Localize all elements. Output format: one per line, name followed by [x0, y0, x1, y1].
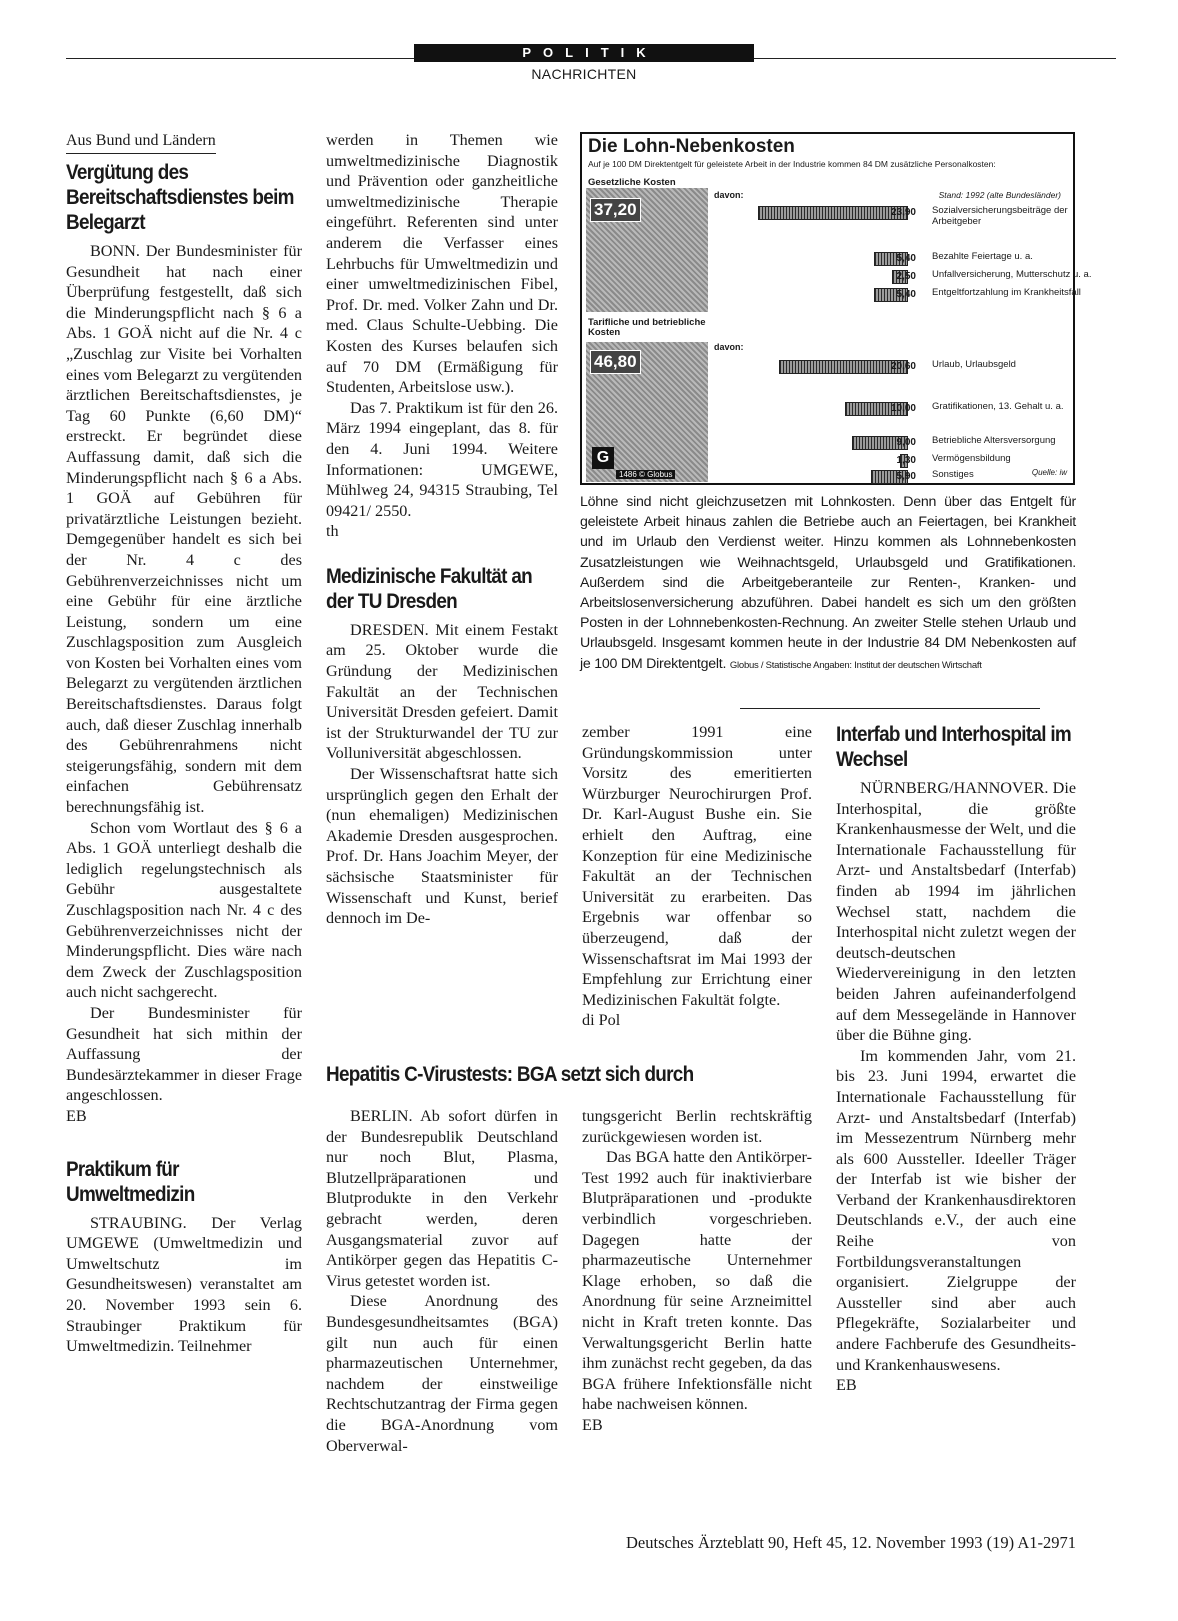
signature: EB	[66, 1106, 87, 1125]
paragraph: Im kommenden Jahr, vom 21. bis 23. Juni 1994, erwartet die Internationale Fachausstellung für Arzt- und Anstaltsbedarf (Interfab) im Messezentrum Nürnberg mehr als 600 Aussteller. Ideeller Träger der Interfab ist wie bisher der Verband der Krankenhausdirektoren Deutschlands e.V., der auch eine Reihe von Fortbildungsveranstaltungen organisiert. Zielgruppe der Aussteller sind aber auch Pflegekräfte, Sozialarbeiter und andere Fachberufe des Gesundheits- und Krankenhauswesens.	[836, 1046, 1076, 1374]
paragraph: STRAUBING. Der Verlag UMGEWE (Umweltmedizin und Umweltschutz im Gesundheitswesen) veranstaltet am 20. November 1993 sein 6. Straubinger Praktikum für Umweltmedizin. Teilnehmer	[66, 1213, 302, 1356]
chart-item-label: Betriebliche Altersversorgung	[932, 435, 1056, 446]
chart-title: Die Lohn-Nebenkosten	[588, 136, 795, 157]
chart-item-label: Sozialversicherungsbeiträge der Arbeitgeber	[932, 205, 1068, 227]
paragraph: werden in Themen wie umweltmedizinische Diagnostik und Prävention oder ganzheitliche umweltmedizinische Therapie eingeführt. Referenten sind unter anderem die Verfasser eines Lehrbuchs für Umweltmedizin und einer umweltmedizinischen Fibel, Prof. Dr. med. Volker Zahn und Dr. med. Claus Schulte-Uebbing. Die Kosten des Kurses belaufen sich auf 70 DM (Ermäßigung für Studenten, Arbeitslose usw.).	[326, 131, 558, 397]
paragraph: Das BGA hatte den Antikörper-Test 1992 auch für inaktivierbare Blutpräparationen und -produkte verbindlich vorgeschrieben. Dagegen hatte der pharmazeutische Unternehmer Klage erhoben, so daß die Anordnung für seine Arzneimittel nicht in Kraft treten konnte. Das Verwaltungsgericht Berlin hatte ihm zunächst recht gegeben, da das BGA frühere Infektionsfälle nicht habe nachweisen können.	[582, 1148, 812, 1414]
globus-logo: G	[592, 447, 614, 469]
chart-value-label: 5,90	[896, 471, 916, 482]
paragraph: Schon vom Wortlaut des § 6 a Abs. 1 GOÄ unterliegt deshalb die lediglich regelungstechnisch als Gebühr ausgestaltete Zuschlagsposition nach Nr. 4 c des Gebührenverzeichnisses nicht der Minderungspflicht. Dies wäre nach dem Zweck der Zuschlagsposition auch nicht sachgerecht.	[66, 818, 302, 1002]
signature: EB	[582, 1415, 603, 1434]
paragraph: DRESDEN. Mit einem Festakt am 25. Oktober wurde die Gründung der Medizinischen Fakultät an der Technischen Universität Dresden gefeiert. Damit ist der Strukturwandel der TU zur Volluniversität abgeschlossen.	[326, 620, 558, 763]
chart-group-total: 37,20	[590, 198, 641, 222]
chart-davon-label: davon:	[714, 342, 744, 352]
chart-source: Quelle: iw	[1031, 468, 1067, 477]
section-title: POLITIK	[522, 45, 658, 60]
column-2-bottom	[326, 1106, 558, 1456]
chart-item-label: Bezahlte Feiertage u. a.	[932, 251, 1033, 262]
chart-value-label: 5,40	[896, 289, 916, 300]
article-headline-dresden: Medizinische Fakultät an der TU Dresden	[326, 563, 532, 613]
paragraph: Diese Anordnung des Bundesgesundheitsamtes (BGA) gilt nun auch für einen pharmazeutischen Unternehmer, nachdem der einstweilige Rechtschutzantrag der Firma gegen die BGA-Anordnung vom Oberverwal-	[326, 1292, 558, 1455]
chart-item-label: Vermögensbildung	[932, 453, 1011, 464]
signature: EB	[836, 1376, 857, 1395]
chart-caption	[580, 492, 1076, 676]
header-rule-left	[66, 58, 414, 59]
chart-item-label: Gratifikationen, 13. Gehalt u. a.	[932, 401, 1064, 412]
article-headline-praktikum: Praktikum für Umweltmedizin	[66, 1156, 195, 1206]
lohn-nebenkosten-chart	[580, 132, 1092, 485]
chart-value-label: 1,30	[896, 455, 916, 466]
column-3-top	[582, 722, 812, 1031]
chart-badge: 1486 © Globus	[616, 470, 675, 479]
column-3-bottom	[582, 1106, 812, 1436]
paragraph: Der Wissenschaftsrat hatte sich ursprünglich gegen den Erhalt der (nun ehemaligen) Medizinischen Akademie Dresden ausgesprochen. Prof. Dr. Hans Joachim Meyer, der sächsische Staatsminister für Wissenschaft und Kunst, berief dennoch im De-	[326, 765, 558, 928]
chart-value-label: 20,60	[890, 361, 916, 372]
paragraph: zember 1991 eine Gründungskommission unter Vorsitz des emeritierten Würzburger Neurochirurgen Prof. Dr. Karl-August Bushe ein. Sie erhielt den Auftrag, eine Konzeption für eine Medizinische Fakultät an der Technischen Universität zu erarbeiten. Das Ergebnis war offenbar so überzeugend, daß der Wissenschaftsrat im Mai 1993 der Empfehlung zur Errichtung einer Medizinischen Fakultät folgte.	[582, 723, 812, 1009]
signature: th	[326, 522, 339, 541]
section-banner	[414, 44, 754, 62]
header-rule-right	[754, 58, 1116, 59]
chart-group-total: 46,80	[590, 350, 641, 374]
column-1	[66, 130, 302, 1357]
paragraph: BONN. Der Bundesminister für Gesundheit hat nach einer Überprüfung festgestellt, daß sich die Minderungspflicht nach § 6 a Abs. 1 GOÄ nicht auf die Nr. 4 c „Zuschlag zur Visite bei Vorhalten eines vom Belegarzt zu vergütenden ärztlichen Bereitschaftsdienstes, je Tag 60 Punkte (6,60 DM)“ erstreckt. Er begründet diese Auffassung damit, daß sich die Minderungspflicht nach § 6 a Abs. 1 GOÄ auf Gebühren für privatärztliche Leistungen bezieht. Demgegenüber handelt es sich bei der Nr. 4 c des Gebührenverzeichnisses nicht um eine Gebühr für eine ärztliche Leistung, sondern um eine Zuschlagsposition zum Ausgleich von Kosten bei Vorhalten eines vom Belegarzt zu vergütenden ärztlichen Bereitschaftsdienstes. Daraus folgt auch, daß dieser Zuschlag innerhalb des Gebührenrahmens nicht steigerungsfähig, sondern mit dem einfachen Gebührensatz berechnungsfähig ist.	[66, 242, 302, 817]
paragraph: tungsgericht Berlin rechtskräftig zurückgewiesen worden ist.	[582, 1107, 812, 1146]
signature: di Pol	[582, 1011, 621, 1030]
chart-group-label: Gesetzliche Kosten	[588, 177, 676, 188]
divider	[740, 708, 1040, 709]
caption-text: Löhne sind nicht gleichzusetzen mit Lohnkosten. Denn über das Entgelt für geleistete Arbeit hinaus zahlen die Betriebe auch an Feiertagen, bei Krankheit und im Urlaub den Verdienst weiter. Hinzu kommen als Lohnnebenkosten Zusatzleistungen wie Weihnachtsgeld, Urlaubsgeld und Gratifikationen. Außerdem sind die Arbeitgeberanteile zur Renten-, Kranken- und Arbeitslosenversicherung abzuführen. Dabei handelt es sich um den größten Posten in der Lohnnebenkosten-Rechnung. An zweiter Stelle stehen Urlaub und Urlaubsgeld. Insgesamt kommen heute in der Industrie 84 DM Nebenkosten auf je 100 DM Direktentgelt.	[580, 494, 1076, 672]
chart-stand: Stand: 1992 (alte Bundesländer)	[938, 190, 1061, 200]
chart-davon-label: davon:	[714, 190, 744, 200]
column-4	[836, 722, 1076, 1396]
chart-item-label: Urlaub, Urlaubsgeld	[932, 359, 1016, 370]
article-headline-interfab: Interfab und Interhospital im Wechsel	[836, 722, 1072, 771]
paragraph: NÜRNBERG/HANNOVER. Die Interhospital, die größte Krankenhausmesse der Welt, und die Internationale Fachausstellung für Arzt- und Anstaltsbedarf (Interfab) finden ab 1994 im jährlichen Wechsel statt, nachdem die Interhospital nicht zuletzt wegen der deutsch-deutschen Wiedervereinigung in den letzten beiden Jahren aufeinanderfolgend auf dem Messegelände in Hannover über die Bühne ging.	[836, 779, 1076, 1045]
chart-item-label: Sonstiges	[932, 469, 974, 480]
article-headline-hepatitis: Hepatitis C-Virustests: BGA setzt sich durch	[326, 1062, 694, 1086]
chart-value-label: 23,90	[890, 207, 916, 218]
chart-value-label: 5,40	[896, 253, 916, 264]
chart-item-label: Unfallversicherung, Mutterschutz u. a.	[932, 269, 1092, 280]
chart-value-label: 2,50	[896, 271, 916, 282]
chart-item-label: Entgeltfortzahlung im Krankheitsfall	[932, 287, 1081, 298]
paragraph: Das 7. Praktikum ist für den 26. März 1994 eingeplant, das 8. für den 4. Juni 1994. Weitere Informationen: UMGEWE, Mühlweg 24, 94315 Straubing, Tel 09421/ 2550.	[326, 398, 558, 520]
paragraph: Der Bundesminister für Gesundheit hat sich mithin der Auffassung der Bundesärztekammer in dieser Frage angeschlossen.	[66, 1003, 302, 1105]
chart-value-label: 10,00	[890, 403, 916, 414]
article-headline-belegarzt: Vergütung des Bereitschaftsdienstes beim Belegarzt	[66, 160, 294, 234]
paragraph: BERLIN. Ab sofort dürfen in der Bundesrepublik Deutschland nur noch Blut, Plasma, Blutzellpräparationen und Blutprodukte in den Verkehr gebracht werden, deren Ausgangsmaterial zuvor auf Antikörper gegen das Hepatitis C-Virus getestet worden ist.	[326, 1107, 558, 1290]
chart-group-label: Tarifliche und betriebliche Kosten	[588, 317, 706, 338]
column-2	[326, 130, 558, 929]
chart-value-label: 9,00	[896, 437, 916, 448]
page-footer: Deutsches Ärzteblatt 90, Heft 45, 12. November 1993 (19) A1-2971	[626, 1533, 1076, 1552]
caption-source: Globus / Statistische Angaben: Institut der deutschen Wirtschaft	[729, 659, 982, 671]
chart-subtitle: Auf je 100 DM Direktentgelt für geleistete Arbeit in der Industrie kommen 84 DM zusätzliche Personalkosten:	[588, 159, 996, 169]
kicker: Aus Bund und Ländern	[66, 131, 216, 154]
subsection-title: NACHRICHTEN	[531, 66, 637, 82]
